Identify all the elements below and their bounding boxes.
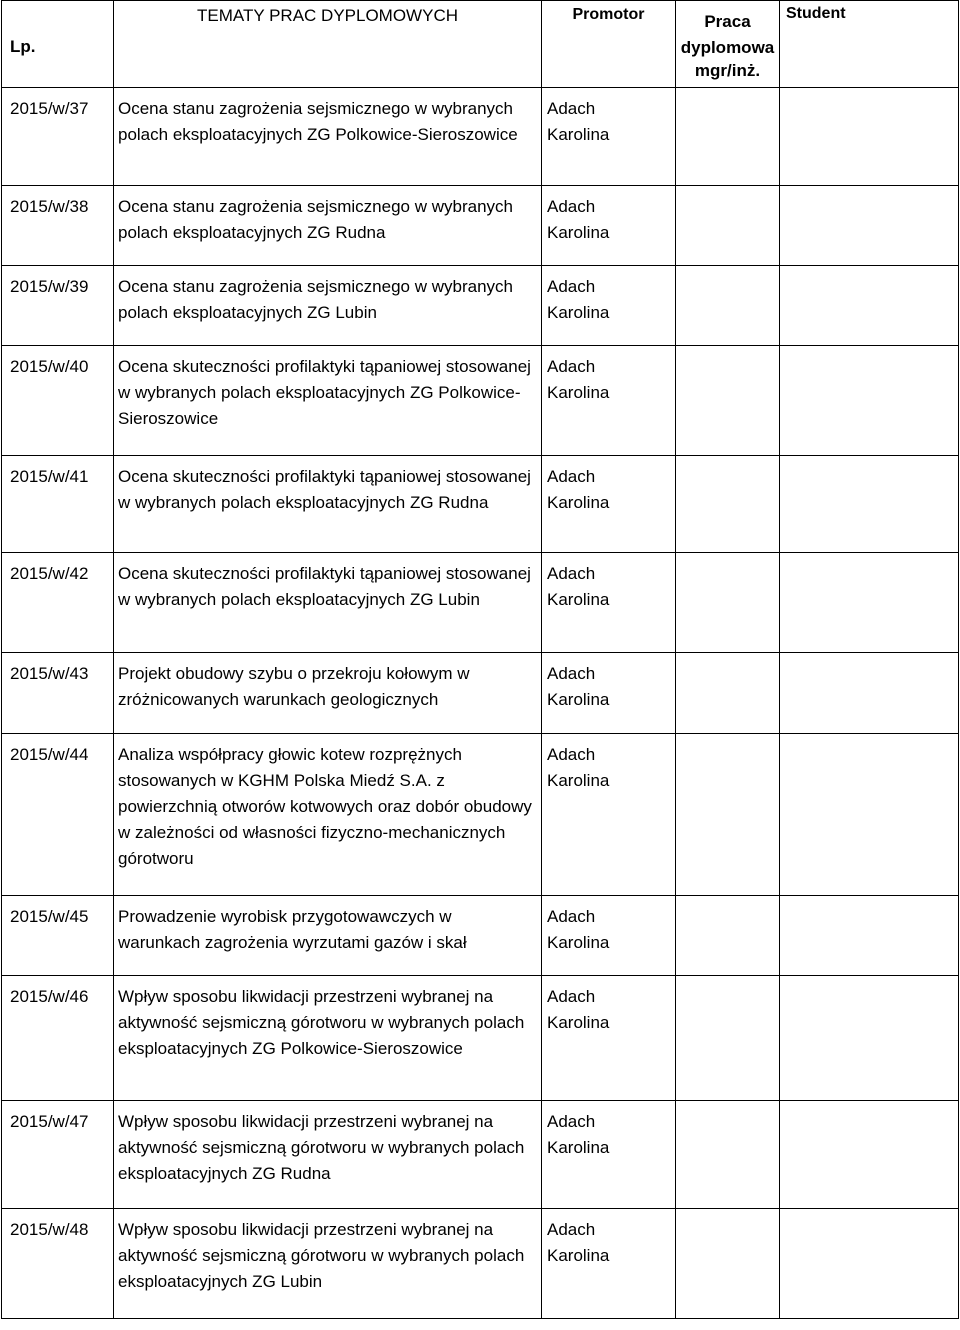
cell-student (780, 88, 959, 186)
cell-student (780, 896, 959, 976)
cell-promotor (542, 1101, 676, 1209)
cell-promotor (542, 553, 676, 653)
header-topic: TEMATY PRAC DYPLOMOWYCH (114, 1, 542, 88)
cell-student (780, 734, 959, 896)
promotor-name: Karolina (547, 771, 610, 790)
promotor-surname: Adach (547, 745, 596, 764)
thesis-topics-table (1, 0, 959, 1319)
cell-student (780, 553, 959, 653)
cell-student (780, 653, 959, 734)
promotor-surname: Adach (547, 277, 596, 296)
promotor-name: Karolina (547, 493, 610, 512)
cell-praca (676, 88, 780, 186)
cell-lp: 2015/w/48 (2, 1209, 114, 1319)
table-row (2, 1101, 959, 1209)
cell-lp: 2015/w/44 (2, 734, 114, 896)
cell-topic: Ocena skuteczności profilaktyki tąpaniowej stosowanej w wybranych polach eksploatacyjnych ZG Rudna (114, 456, 542, 553)
cell-praca (676, 1101, 780, 1209)
cell-topic: Wpływ sposobu likwidacji przestrzeni wybranej na aktywność sejsmiczną górotworu w wybranych polach eksploatacyjnych ZG Polkowice-Sieroszowice (114, 976, 542, 1101)
table-row (2, 346, 959, 456)
cell-student (780, 186, 959, 266)
cell-lp: 2015/w/47 (2, 1101, 114, 1209)
cell-topic: Projekt obudowy szybu o przekroju kołowym w zróżnicowanych warunkach geologicznych (114, 653, 542, 734)
cell-lp: 2015/w/43 (2, 653, 114, 734)
cell-lp: 2015/w/45 (2, 896, 114, 976)
table-header-row (2, 1, 959, 88)
cell-praca (676, 186, 780, 266)
promotor-surname: Adach (547, 357, 596, 376)
cell-promotor (542, 346, 676, 456)
promotor-name: Karolina (547, 223, 610, 242)
header-promotor: Promotor (542, 1, 676, 88)
cell-promotor (542, 1209, 676, 1319)
cell-topic: Ocena skuteczności profilaktyki tąpaniowej stosowanej w wybranych polach eksploatacyjnych ZG Polkowice-Sieroszowice (114, 346, 542, 456)
cell-promotor (542, 88, 676, 186)
cell-topic: Ocena stanu zagrożenia sejsmicznego w wybranych polach eksploatacyjnych ZG Polkowice-Sieroszowice (114, 88, 542, 186)
cell-topic: Ocena skuteczności profilaktyki tąpaniowej stosowanej w wybranych polach eksploatacyjnych ZG Lubin (114, 553, 542, 653)
cell-promotor (542, 734, 676, 896)
header-praca-line2: dyplomowa (680, 38, 775, 57)
promotor-surname: Adach (547, 987, 596, 1006)
cell-praca (676, 266, 780, 346)
promotor-surname: Adach (547, 664, 596, 683)
promotor-name: Karolina (547, 1013, 610, 1032)
cell-student (780, 1209, 959, 1319)
cell-lp: 2015/w/39 (2, 266, 114, 346)
cell-promotor (542, 186, 676, 266)
cell-promotor (542, 456, 676, 553)
header-praca (676, 1, 780, 88)
promotor-name: Karolina (547, 933, 610, 952)
table-row (2, 734, 959, 896)
cell-promotor (542, 653, 676, 734)
promotor-name: Karolina (547, 125, 610, 144)
table-row (2, 976, 959, 1101)
cell-topic: Ocena stanu zagrożenia sejsmicznego w wybranych polach eksploatacyjnych ZG Rudna (114, 186, 542, 266)
table-row (2, 88, 959, 186)
cell-praca (676, 1209, 780, 1319)
cell-praca (676, 346, 780, 456)
cell-student (780, 456, 959, 553)
cell-praca (676, 896, 780, 976)
cell-topic: Wpływ sposobu likwidacji przestrzeni wybranej na aktywność sejsmiczną górotworu w wybranych polach eksploatacyjnych ZG Lubin (114, 1209, 542, 1319)
table-row (2, 653, 959, 734)
cell-praca (676, 976, 780, 1101)
cell-lp: 2015/w/38 (2, 186, 114, 266)
cell-promotor (542, 266, 676, 346)
header-praca-line1: Praca (704, 12, 751, 31)
cell-lp: 2015/w/41 (2, 456, 114, 553)
cell-lp: 2015/w/46 (2, 976, 114, 1101)
cell-praca (676, 653, 780, 734)
cell-promotor (542, 976, 676, 1101)
table-row (2, 896, 959, 976)
promotor-surname: Adach (547, 907, 596, 926)
cell-praca (676, 456, 780, 553)
promotor-surname: Adach (547, 99, 596, 118)
table-row (2, 266, 959, 346)
cell-student (780, 346, 959, 456)
promotor-surname: Adach (547, 467, 596, 486)
promotor-surname: Adach (547, 1112, 596, 1131)
header-praca-line3: mgr/inż. (694, 61, 761, 80)
promotor-name: Karolina (547, 690, 610, 709)
cell-lp: 2015/w/40 (2, 346, 114, 456)
cell-topic: Prowadzenie wyrobisk przygotowawczych w warunkach zagrożenia wyrzutami gazów i skał (114, 896, 542, 976)
table-row (2, 553, 959, 653)
promotor-name: Karolina (547, 590, 610, 609)
cell-praca (676, 553, 780, 653)
promotor-name: Karolina (547, 1246, 610, 1265)
cell-praca (676, 734, 780, 896)
cell-student (780, 266, 959, 346)
promotor-surname: Adach (547, 1220, 596, 1239)
table-row (2, 456, 959, 553)
table-row (2, 186, 959, 266)
promotor-surname: Adach (547, 564, 596, 583)
cell-lp: 2015/w/37 (2, 88, 114, 186)
cell-topic: Wpływ sposobu likwidacji przestrzeni wybranej na aktywność sejsmiczną górotworu w wybranych polach eksploatacyjnych ZG Rudna (114, 1101, 542, 1209)
cell-topic: Ocena stanu zagrożenia sejsmicznego w wybranych polach eksploatacyjnych ZG Lubin (114, 266, 542, 346)
cell-student (780, 1101, 959, 1209)
promotor-surname: Adach (547, 197, 596, 216)
table-row (2, 1209, 959, 1319)
header-lp: Lp. (2, 1, 114, 88)
promotor-name: Karolina (547, 383, 610, 402)
cell-student (780, 976, 959, 1101)
cell-topic: Analiza współpracy głowic kotew rozprężnych stosowanych w KGHM Polska Miedź S.A. z powierzchnią otworów kotwowych oraz dobór obudowy w zależności od własności fizyczno-mechanicznych górotworu (114, 734, 542, 896)
header-student: Student (780, 1, 959, 88)
cell-promotor (542, 896, 676, 976)
promotor-name: Karolina (547, 303, 610, 322)
promotor-name: Karolina (547, 1138, 610, 1157)
cell-lp: 2015/w/42 (2, 553, 114, 653)
